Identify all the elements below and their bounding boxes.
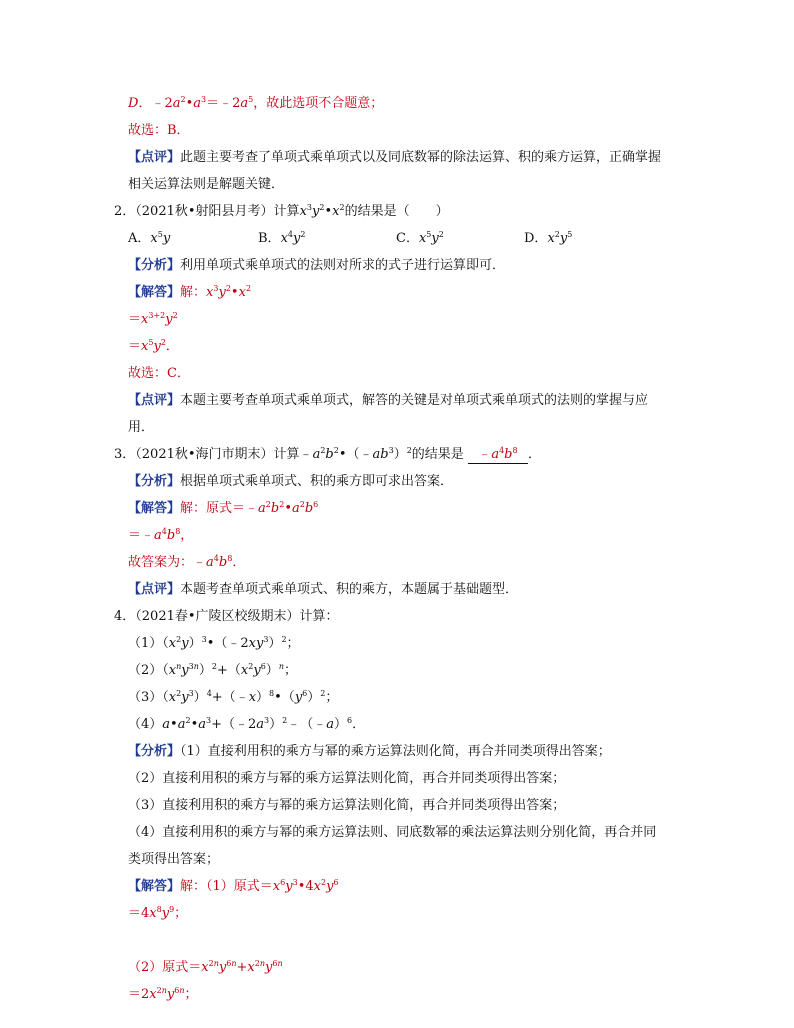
q4-stem: 4．（2021春•广陵区校级期末）计算： — [114, 609, 339, 624]
q1-option-d-line: D．$﹣2a^2•a^3=﹣2a^5$，故此选项不合题意； — [128, 95, 384, 111]
q2-option-d: D．$x^2y^5$ — [524, 230, 573, 246]
q3-stem: 3．（2021秋•海门市期末）计算$﹣a^2b^2•(﹣ab^3)^2$的结果是 $﹣a^4b^8$ ． — [114, 446, 541, 462]
q4-analysis-4b: 类项得出答案； — [128, 852, 220, 867]
q3-solution-line-1: 【解答】解：原式$=﹣a^2b^2•a^2b^6$ — [128, 500, 319, 516]
review-tag: 【点评】 — [128, 150, 181, 165]
q3-solution-line-2: $=﹣a^4b^8$， — [128, 527, 194, 543]
q4-analysis-2: （2）直接利用积的乘方与幂的乘方运算法则化简，再合并同类项得出答案； — [128, 771, 566, 786]
q2-option-c: C．$x^5y^2$ — [396, 230, 444, 246]
q3-final-answer: 故答案为：$﹣a^4b^8$． — [128, 554, 246, 570]
q4-part-3: $(3)(x^2y^3)^4+(﹣x)^8•(y^6)^2$； — [128, 689, 339, 705]
q2-solution-line-3: $=x^5y^2$． — [128, 338, 179, 354]
q2-review-line-2: 用． — [128, 420, 155, 435]
q4-part-2: $(2)(x^ny^{3n})^2+(x^2y^6)^n$； — [128, 662, 297, 678]
q4-part-1: $(1)(x^2y)^3•(﹣2xy^3)^2$； — [128, 635, 300, 651]
q4-part-4: $(4)a•a^2•a^3+(﹣2a^3)^2﹣(﹣a)^6$． — [128, 716, 366, 732]
q3-analysis: 【分析】根据单项式乘单项式、积的乘方即可求出答案． — [128, 474, 454, 489]
q2-option-b: B．$x^4y^2$ — [258, 230, 306, 246]
q2-solution-line-1: 【解答】解：$x^3y^2•x^2$ — [128, 284, 252, 300]
q4-part2-solution-line-2: $=2x^{2n}y^{6n}$； — [128, 986, 198, 1002]
q1-review-line-2: 相关运算法则是解题关键． — [128, 177, 285, 192]
q4-solution-line-1: 【解答】解：（1）原式$=x^6y^3•4x^2y^6$ — [128, 878, 339, 894]
q2-analysis: 【分析】利用单项式乘单项式的法则对所求的式子进行运算即可． — [128, 258, 506, 273]
q3-review: 【点评】本题考查单项式乘单项式、积的乘方，本题属于基础题型． — [128, 582, 519, 597]
q2-options — [128, 231, 608, 247]
q1-choice: 故选：B． — [128, 123, 190, 138]
q3-answer-blank: $﹣a^4b^8$ — [468, 447, 528, 464]
q2-option-a: A．$x^5y$ — [128, 230, 171, 246]
q1-review-line-1: 【点评】此题主要考查了单项式乘单项式以及同底数幂的除法运算、积的乘方运算，正确掌握 — [128, 150, 662, 165]
q4-analysis-1: 【分析】（1）直接利用积的乘方与幂的乘方运算法则化简，再合并同类项得出答案； — [128, 744, 611, 759]
q4-analysis-4a: （4）直接利用积的乘方与幂的乘方运算法则、同底数幂的乘法运算法则分别化简，再合并同 — [128, 825, 657, 840]
q2-review-line-1: 【点评】本题主要考查单项式乘单项式，解答的关键是对单项式乘单项式的法则的掌握与应 — [128, 393, 649, 408]
q2-solution-line-2: $=x^{3+2}y^2$ — [128, 311, 178, 327]
q4-analysis-3: （3）直接利用积的乘方与幂的乘方运算法则化简，再合并同类项得出答案； — [128, 798, 566, 813]
q4-solution-line-2: $=4x^8y^9$； — [128, 905, 188, 921]
q2-stem: 2．（2021秋•射阳县月考）计算$x^3y^2•x^2$的结果是（ ） — [114, 203, 449, 219]
q4-part2-solution-line-1: （2）原式$=x^{2n}y^{6n}+x^{2n}y^{6n}$ — [128, 959, 283, 975]
q2-choice: 故选：C． — [128, 366, 190, 381]
